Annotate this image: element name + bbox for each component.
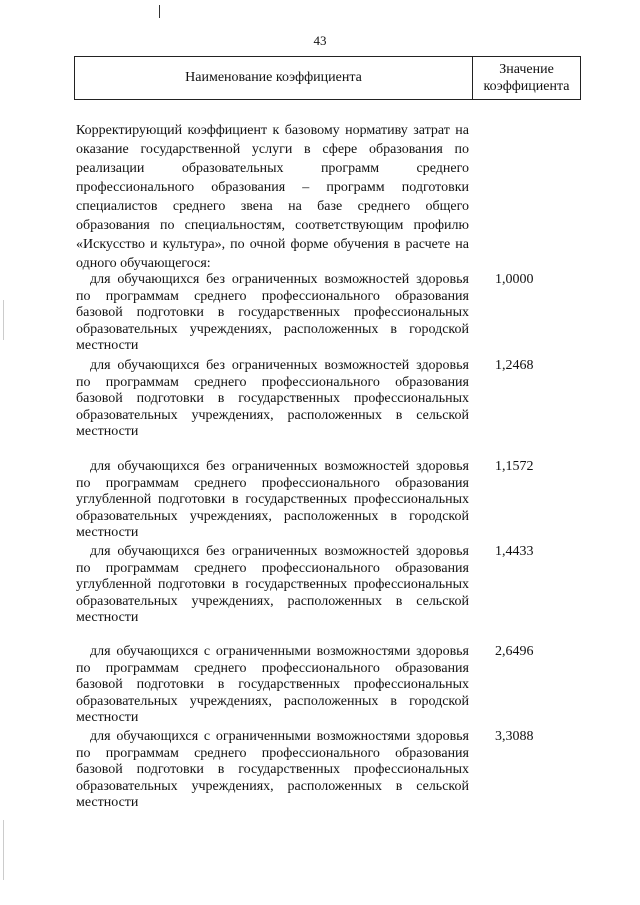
row-value: 1,2468 xyxy=(495,358,534,373)
column-header-value: Значение коэффициента xyxy=(483,62,570,94)
scan-edge-artifact xyxy=(3,820,4,880)
row-value: 1,1572 xyxy=(495,459,534,474)
row-value: 2,6496 xyxy=(495,644,534,659)
row-description: для обучающихся без ограниченных возможностей здоровья по программам среднего профессионального образования базовой подготовки в государственных профессиональных образовательных учреждениях, расположенных в сельской местности xyxy=(76,358,469,440)
row-description: для обучающихся с ограниченными возможностями здоровья по программам среднего профессионального образования базовой подготовки в государственных профессиональных образовательных учреждениях, расположенных в городской местности xyxy=(76,644,469,726)
row-description: для обучающихся с ограниченными возможностями здоровья по программам среднего профессионального образования базовой подготовки в государственных профессиональных образовательных учреждениях, расположенных в сельской местности xyxy=(76,729,469,811)
coefficient-description: Корректирующий коэффициент к базовому нормативу затрат на оказание государственной услуги в сфере образования по реализации образовательных программ среднего профессионального образования – программ подготовки специалистов среднего звена на базе среднего общего образования по специальностям, соответствующим профилю «Искусство и культура», по очной форме обучения в расчете на одного обучающегося: xyxy=(76,123,469,271)
scan-artifact xyxy=(159,5,160,18)
scan-edge-artifact xyxy=(3,300,4,340)
row-value: 1,0000 xyxy=(495,272,534,287)
row-description: для обучающихся без ограниченных возможностей здоровья по программам среднего профессионального образования базовой подготовки в государственных профессиональных образовательных учреждениях, расположенных в городской местности xyxy=(76,272,469,354)
row-value: 1,4433 xyxy=(495,544,534,559)
page-number: 43 xyxy=(313,33,327,48)
row-description: для обучающихся без ограниченных возможностей здоровья по программам среднего профессионального образования углубленной подготовки в государственных профессиональных образовательных учреждениях, расположенных в сельской местности xyxy=(76,544,469,626)
row-description: для обучающихся без ограниченных возможностей здоровья по программам среднего профессионального образования углубленной подготовки в государственных профессиональных образовательных учреждениях, расположенных в городской местности xyxy=(76,459,469,541)
table-header xyxy=(74,56,581,100)
column-header-name: Наименование коэффициента xyxy=(75,57,473,99)
row-value: 3,3088 xyxy=(495,729,534,744)
